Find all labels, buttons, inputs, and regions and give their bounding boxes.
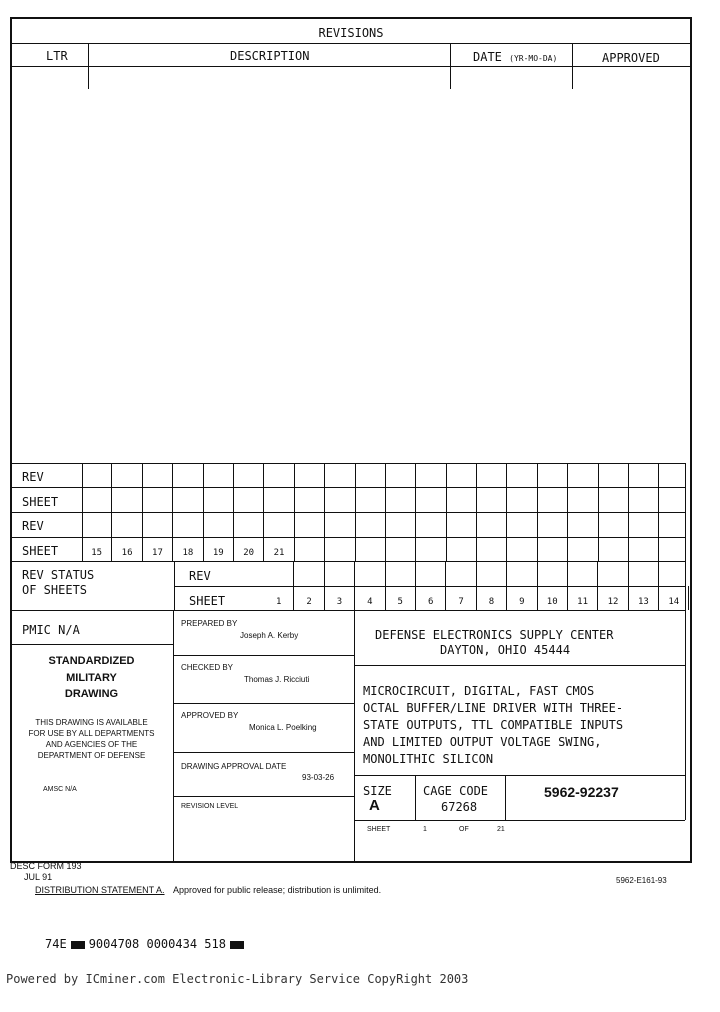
grid-cell [294,562,324,586]
barcode-line [45,938,248,950]
sheet-cell-8: 8 [477,586,507,610]
prepared-by-label: PREPARED BY [181,619,238,628]
grid-cell [507,562,537,586]
grid-line-7 [10,610,686,611]
drawing-title-line-4: AND LIMITED OUTPUT VOLTAGE SWING, [363,735,602,749]
grid-cell [507,537,537,561]
cage-code-value: 67268 [441,800,478,814]
grid-cell [325,463,355,487]
revisions-col-divider-2 [450,43,451,89]
grid-row-rev-3 [264,562,659,586]
rev-status-line2: OF SHEETS [22,583,88,597]
availability-line-3: AND AGENCIES OF THE [45,740,138,749]
form-date: JUL 91 [24,872,53,882]
grid-cell [112,513,142,537]
grid-cell [477,513,507,537]
grid-cell [568,463,598,487]
grid-row-sheet-1 [82,488,659,512]
sheet-cell-10: 10 [538,586,568,610]
availability-line-2: FOR USE BY ALL DEPARTMENTS [28,729,155,738]
availability-line-4: DEPARTMENT OF DEFENSE [37,751,146,760]
checked-by-label: CHECKED BY [181,663,234,672]
distribution-text: Approved for public release; distribution is unlimited. [173,885,382,895]
grid-cell [204,513,234,537]
grid-cell [173,488,203,512]
title-block-right-edge [685,610,686,820]
sheet-cell-9: 9 [507,586,537,610]
grid-cell [234,463,264,487]
prepared-by-name: Joseph A. Kerby [240,631,299,640]
revision-level-label: REVISION LEVEL [181,803,239,810]
grid-cell [204,488,234,512]
pmic-label: PMIC N/A [22,623,80,637]
grid-cell [446,562,476,586]
grid-cell [477,463,507,487]
grid-cell [477,537,507,561]
grid-cell [629,562,659,586]
grid-row-rev-2 [82,513,659,537]
grid-cell [447,513,477,537]
approval-date-label: DRAWING APPROVAL DATE [181,762,287,771]
grid-cell [538,537,568,561]
sheet-cell-1: 1 [264,586,294,610]
grid-cell [599,513,629,537]
drawing-title-line-1: MICROCIRCUIT, DIGITAL, FAST CMOS [363,684,595,698]
sheet-cell-14: 14 [659,586,689,610]
amsc-label: AMSC N/A [43,786,77,793]
title-block-divider-mid [354,610,355,863]
military-title: MILITARY [66,672,117,684]
rev-label-2: REV [22,519,44,533]
grid-cell [538,488,568,512]
grid-cell [82,513,112,537]
grid-cell [356,488,386,512]
size-cage-divider [415,775,416,820]
approval-date-value: 93-03-26 [302,773,335,782]
powered-by: Powered by ICminer.com Electronic-Library Service CopyRight 2003 [6,972,469,986]
grid-cell [629,463,659,487]
grid-cell [386,562,416,586]
grid-cell [173,513,203,537]
drawing-title-line-5: MONOLITHIC SILICON [363,752,494,766]
grid-cell [507,513,537,537]
grid-cell [447,463,477,487]
grid-cell [264,513,294,537]
sheet-cell-19: 19 [204,537,234,561]
form-code: 5962-E161-93 [616,876,667,885]
availability-line-1: THIS DRAWING IS AVAILABLE [35,718,148,727]
grid-cell [295,463,325,487]
grid-cell [416,537,446,561]
revisions-col-approved: APPROVED [602,51,660,65]
form-number: DESC FORM 193 [10,861,82,871]
revisions-header-divider [10,66,692,67]
grid-cell [416,562,446,586]
checked-by-name: Thomas J. Ricciuti [244,675,310,684]
drawing-number: 5962-92237 [544,784,619,800]
size-value: A [369,797,380,814]
sheet-label-1: SHEET [22,495,59,509]
grid-cell [234,513,264,537]
sheet-total: 21 [497,826,505,833]
sheet-label: SHEET [367,826,391,833]
grid-cell [416,513,446,537]
grid-cell [173,463,203,487]
grid-cell [568,488,598,512]
of-label: OF [459,826,469,833]
grid-label-divider-lower [174,561,175,610]
revisions-title: REVISIONS [318,26,384,40]
grid-cell [325,562,355,586]
grid-cell [295,537,325,561]
drawing-title-label: DRAWING [64,688,119,700]
sheet-cell-5: 5 [386,586,416,610]
approved-by-label: APPROVED BY [181,711,239,720]
revisions-title-divider [10,43,692,44]
grid-cell [447,537,477,561]
revisions-col-divider-1 [88,43,89,89]
grid-cell [325,513,355,537]
sheet-cell-3: 3 [325,586,355,610]
agency-line-1: DEFENSE ELECTRONICS SUPPLY CENTER [375,628,614,642]
grid-row-sheet-3 [264,586,689,610]
grid-row-rev-1 [82,463,659,487]
ident-bottom-line [355,820,685,821]
grid-cell [356,463,386,487]
pmic-divider [10,644,173,645]
rev-label-1: REV [22,470,44,484]
drawing-title-line-3: STATE OUTPUTS, TTL COMPATIBLE INPUTS [363,718,624,732]
sig-divider-4 [174,796,354,797]
revisions-col-divider-3 [572,43,573,89]
grid-row-sheet-2 [82,537,659,561]
grid-cell [356,537,386,561]
grid-cell [386,463,416,487]
grid-cell [599,537,629,561]
sheet-label-2: SHEET [22,544,59,558]
sheet-cell-6: 6 [416,586,446,610]
sheet-cell-20: 20 [234,537,264,561]
sheet-label-3: SHEET [189,594,226,608]
drawing-title-line-2: OCTAL BUFFER/LINE DRIVER WITH THREE- [363,701,624,715]
grid-cell [82,463,112,487]
grid-cell [82,488,112,512]
sheet-cell-13: 13 [629,586,659,610]
grid-cell [295,513,325,537]
grid-cell [386,513,416,537]
distribution-statement [35,886,381,895]
sheet-cell-2: 2 [294,586,324,610]
standardized-title: STANDARDIZED [48,655,135,667]
agency-divider [355,665,685,666]
grid-cell [599,463,629,487]
sheet-cell-4: 4 [355,586,385,610]
grid-cell [264,488,294,512]
sig-divider-3 [174,752,354,753]
grid-cell [112,463,142,487]
grid-cell [568,513,598,537]
grid-cell [386,537,416,561]
grid-cell [598,562,628,586]
sheet-cell-21: 21 [264,537,294,561]
grid-cell [507,488,537,512]
rev-status-line1: REV STATUS [22,568,95,582]
ident-top-line [355,775,685,776]
barcode-block-icon [230,941,244,949]
barcode-prefix: 74E [45,937,67,951]
grid-cell [295,488,325,512]
revisions-col-description: DESCRIPTION [230,49,310,63]
grid-cell [416,463,446,487]
grid-cell [629,488,659,512]
grid-cell [568,562,598,586]
grid-cell [538,513,568,537]
distribution-label: DISTRIBUTION STATEMENT A. [35,885,165,895]
sig-divider-2 [174,703,354,704]
sheet-number: 1 [423,826,427,833]
sheet-cell-12: 12 [598,586,628,610]
grid-cell [234,488,264,512]
grid-cell [325,537,355,561]
grid-cell [568,537,598,561]
sig-divider-1 [174,655,354,656]
grid-cell [356,513,386,537]
sheet-cell-17: 17 [143,537,173,561]
grid-cell [264,562,294,586]
barcode-block-icon [71,941,85,949]
sheet-cell-15: 15 [82,537,112,561]
revisions-col-date: DATE (YR-MO-DA) [473,50,558,64]
sheet-cell-7: 7 [446,586,476,610]
sheet-cell-11: 11 [568,586,598,610]
grid-cell [264,463,294,487]
grid-cell [112,488,142,512]
rev-label-3: REV [189,569,211,583]
cage-number-divider [505,775,506,820]
grid-cell [447,488,477,512]
sheet-cell-16: 16 [112,537,142,561]
grid-cell [416,488,446,512]
grid-cell [538,463,568,487]
grid-cell [477,488,507,512]
grid-cell [143,513,173,537]
size-label: SIZE [363,784,392,798]
approved-by-name: Monica L. Poelking [249,723,317,732]
sheet-cell-18: 18 [173,537,203,561]
grid-cell [204,463,234,487]
grid-cell [143,488,173,512]
title-block-divider-left [173,610,174,863]
grid-cell [143,463,173,487]
grid-cell [629,537,659,561]
grid-cell [599,488,629,512]
grid-cell [629,513,659,537]
grid-cell [507,463,537,487]
grid-cell [386,488,416,512]
revisions-col-ltr: LTR [46,49,68,63]
barcode-middle: 9004708 0000434 518 [88,937,226,951]
agency-line-2: DAYTON, OHIO 45444 [440,643,571,657]
grid-cell [355,562,385,586]
cage-code-label: CAGE CODE [423,784,489,798]
grid-cell [538,562,568,586]
grid-cell [325,488,355,512]
grid-cell [477,562,507,586]
